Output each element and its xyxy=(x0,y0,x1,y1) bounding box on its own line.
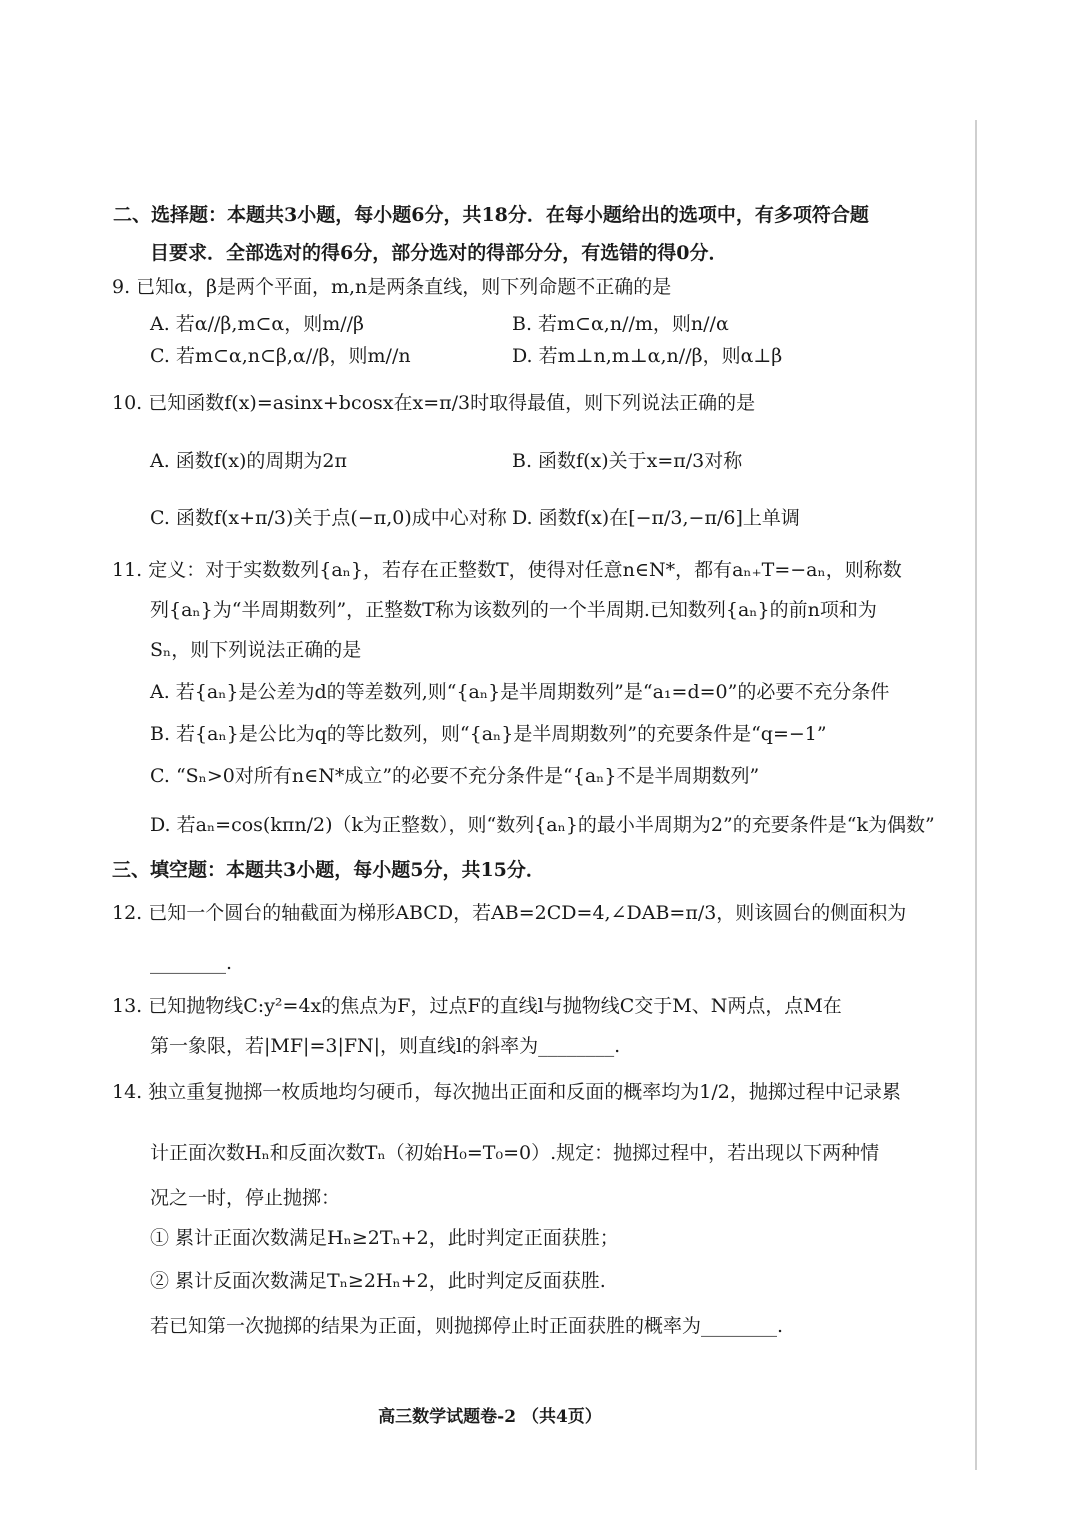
q14-item1: ① 累计正面次数满足Hₙ≥2Tₙ+2，此时判定正面获胜； xyxy=(150,1227,619,1249)
q11-option-a: A. 若{aₙ}是公差为d的等差数列,则“{aₙ}是半周期数列”是“a₁=d=0”的必要不充分条件 xyxy=(150,681,890,703)
q9-option-d: D. 若m⊥n,m⊥α,n//β，则α⊥β xyxy=(512,345,783,367)
q13-line1: 13. 已知抛物线C:y²=4x的焦点为F，过点F的直线l与抛物线C交于M、N两点，点M在 xyxy=(112,995,842,1017)
q10-stem: 10. 已知函数f(x)=asinx+bcosx在x=π/3时取得最值，则下列说法正确的是 xyxy=(112,392,756,414)
q9-stem: 9. 已知α，β是两个平面，m,n是两条直线，则下列命题不正确的是 xyxy=(112,276,672,298)
section3-line1: 三、填空题：本题共3小题，每小题5分，共15分． xyxy=(112,859,545,881)
q12-line1: 12. 已知一个圆台的轴截面为梯形ABCD，若AB=2CD=4,∠DAB=π/3，则该圆台的侧面积为 xyxy=(112,902,907,924)
q14-line2: 计正面次数Hₙ和反面次数Tₙ（初始H₀=T₀=0）.规定：抛掷过程中，若出现以下两种情 xyxy=(150,1142,880,1164)
q10-option-c: C. 函数f(x+π/3)关于点(−π,0)成中心对称 xyxy=(150,507,507,529)
q9-option-b: B. 若m⊂α,n//m，则n//α xyxy=(512,313,729,335)
q14-line4: 若已知第一次抛掷的结果为正面，则抛掷停止时正面获胜的概率为________. xyxy=(150,1315,784,1337)
section2-line2: 目要求．全部选对的得6分，部分选对的得部分分，有选错的得0分． xyxy=(150,242,728,264)
q11-line2: 列{aₙ}为“半周期数列”，正整数T称为该数列的一个半周期.已知数列{aₙ}的前n项和为 xyxy=(150,599,877,621)
q11-line3: Sₙ，则下列说法正确的是 xyxy=(150,639,362,661)
page-footer: 高三数学试题卷-2 （共4页） xyxy=(378,1407,602,1427)
page-edge-line xyxy=(975,120,977,1470)
q14-line1: 14. 独立重复抛掷一枚质地均匀硬币，每次抛出正面和反面的概率均为1/2，抛掷过程中记录累 xyxy=(112,1081,901,1103)
q11-option-d: D. 若aₙ=cos(kπn/2)（k为正整数），则“数列{aₙ}的最小半周期为2”的充要条件是“k为偶数” xyxy=(150,814,935,836)
section2-line1: 二、选择题：本题共3小题，每小题6分，共18分．在每小题给出的选项中，有多项符合题 xyxy=(113,204,869,226)
q10-option-d: D. 函数f(x)在[−π/3,−π/6]上单调 xyxy=(512,507,800,529)
q9-option-a: A. 若α//β,m⊂α，则m//β xyxy=(150,313,365,335)
q14-item2: ② 累计反面次数满足Tₙ≥2Hₙ+2，此时判定反面获胜. xyxy=(150,1270,606,1292)
q10-option-b: B. 函数f(x)关于x=π/3对称 xyxy=(512,450,743,472)
q9-option-c: C. 若m⊂α,n⊂β,α//β，则m//n xyxy=(150,345,411,367)
q11-option-c: C. “Sₙ>0对所有n∈N*成立”的必要不充分条件是“{aₙ}不是半周期数列” xyxy=(150,765,760,787)
q14-line3: 况之一时，停止抛掷： xyxy=(150,1187,341,1209)
q13-line2: 第一象限，若|MF|=3|FN|，则直线l的斜率为________. xyxy=(150,1035,621,1057)
q12-answer-blank: ________. xyxy=(150,952,233,974)
q11-option-b: B. 若{aₙ}是公比为q的等比数列，则“{aₙ}是半周期数列”的充要条件是“q=−1” xyxy=(150,723,827,745)
q10-option-a: A. 函数f(x)的周期为2π xyxy=(150,450,347,472)
q11-line1: 11. 定义：对于实数数列{aₙ}，若存在正整数T，使得对任意n∈N*，都有aₙ₊T=−aₙ，则称数 xyxy=(112,559,902,581)
